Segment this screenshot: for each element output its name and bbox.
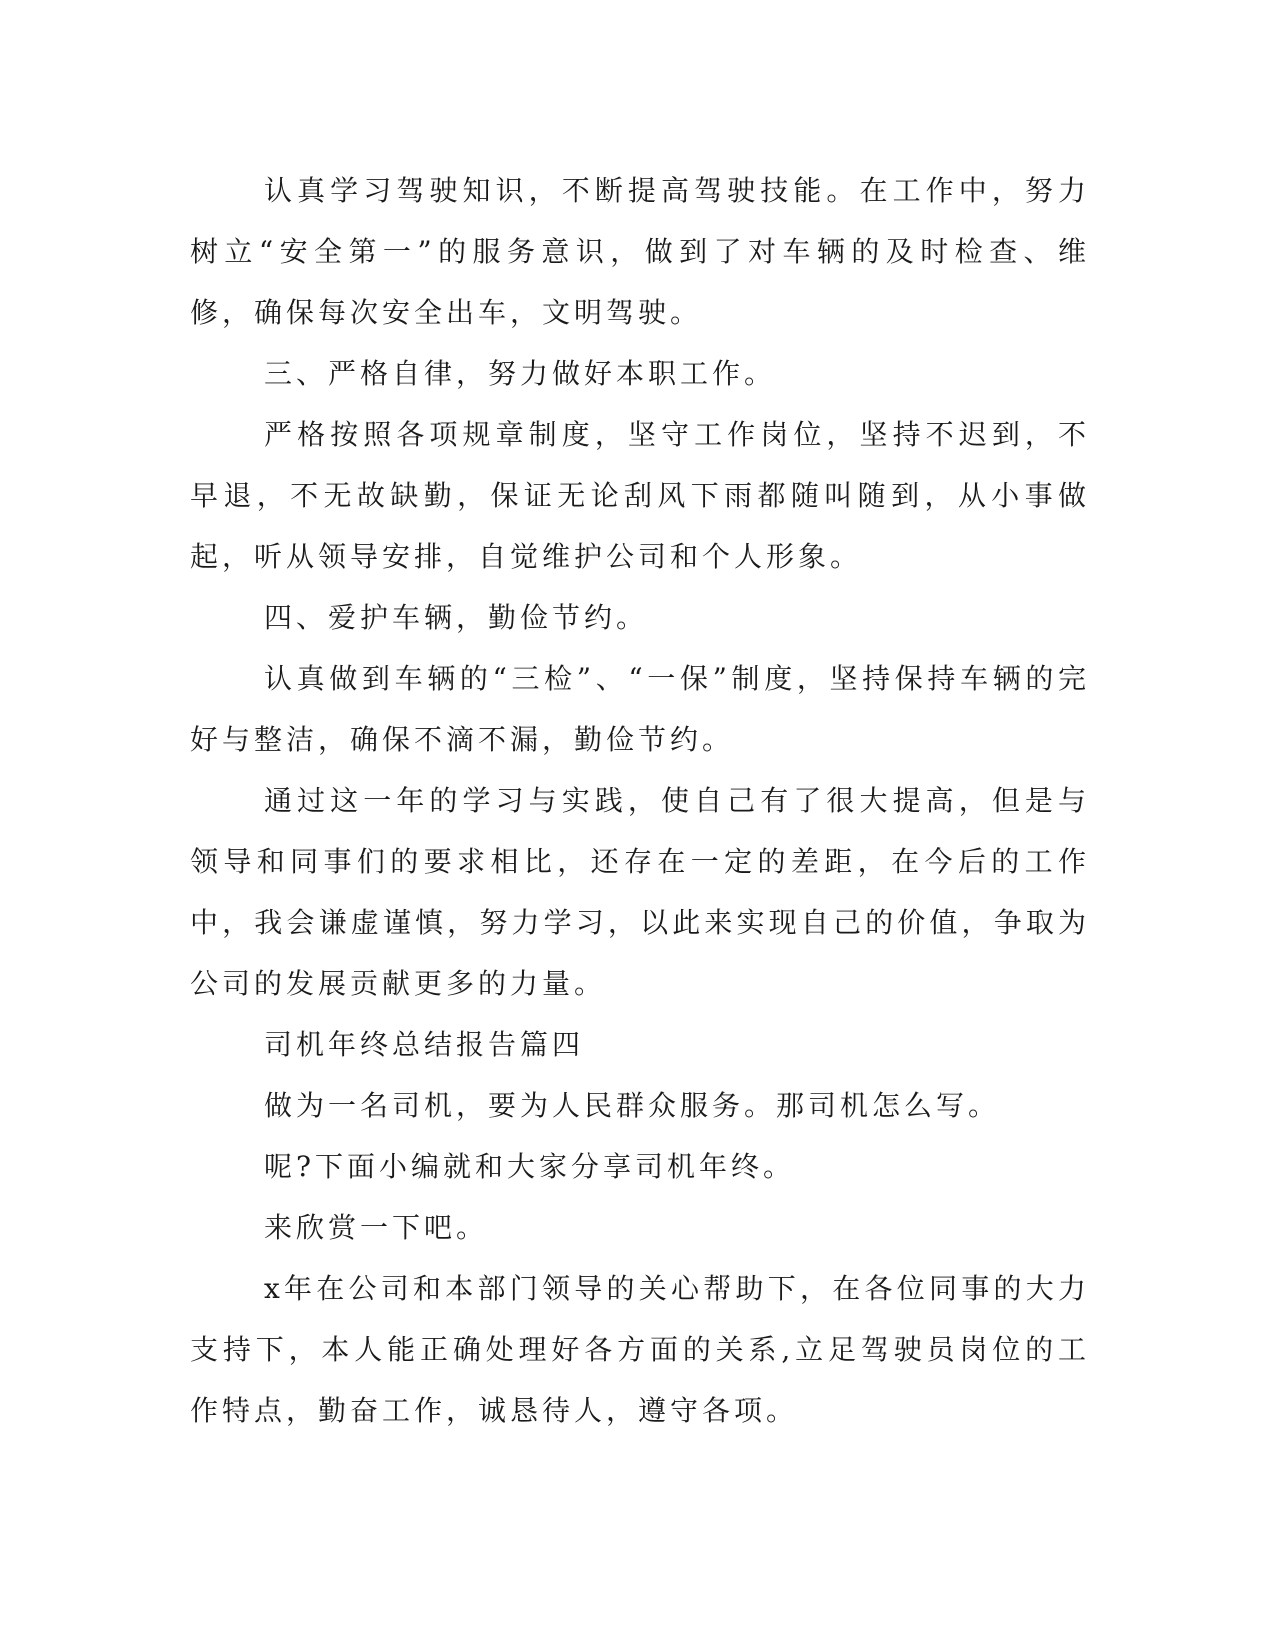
section-title-part-four: 司机年终总结报告篇四: [264, 1028, 585, 1061]
document-body: [190, 160, 1090, 1441]
heading-self-discipline: 三、严格自律，努力做好本职工作。: [264, 357, 777, 390]
paragraph-intro-3: 来欣赏一下吧。: [264, 1211, 489, 1244]
paragraph-year-review: x年在公司和本部门领导的关心帮助下，在各位同事的大力支持下，本人能正确处理好各方面的关系,立足驾驶员岗位的工作特点，勤奋工作，诚恳待人，遵守各项。: [190, 1272, 1090, 1427]
paragraph-summary: 通过这一年的学习与实践，使自己有了很大提高，但是与领导和同事们的要求相比，还存在一定的差距，在今后的工作中，我会谦虚谨慎，努力学习，以此来实现自己的价值，争取为公司的发展贡献更多的力量。: [190, 784, 1090, 1000]
paragraph-intro-2: 呢?下面小编就和大家分享司机年终。: [264, 1150, 796, 1183]
paragraph-driving-skills: 认真学习驾驶知识，不断提高驾驶技能。在工作中，努力树立“安全第一”的服务意识，做到了对车辆的及时检查、维修，确保每次安全出车，文明驾驶。: [190, 174, 1090, 329]
paragraph-inspection: 认真做到车辆的“三检”、“一保”制度，坚持保持车辆的完好与整洁，确保不滴不漏，勤俭节约。: [190, 662, 1090, 756]
heading-vehicle-care: 四、爱护车辆，勤俭节约。: [264, 601, 649, 634]
paragraph-rules: 严格按照各项规章制度，坚守工作岗位，坚持不迟到，不早退，不无故缺勤，保证无论刮风下雨都随叫随到，从小事做起，听从领导安排，自觉维护公司和个人形象。: [190, 418, 1090, 573]
paragraph-intro-1: 做为一名司机，要为人民群众服务。那司机怎么写。: [264, 1089, 1001, 1122]
